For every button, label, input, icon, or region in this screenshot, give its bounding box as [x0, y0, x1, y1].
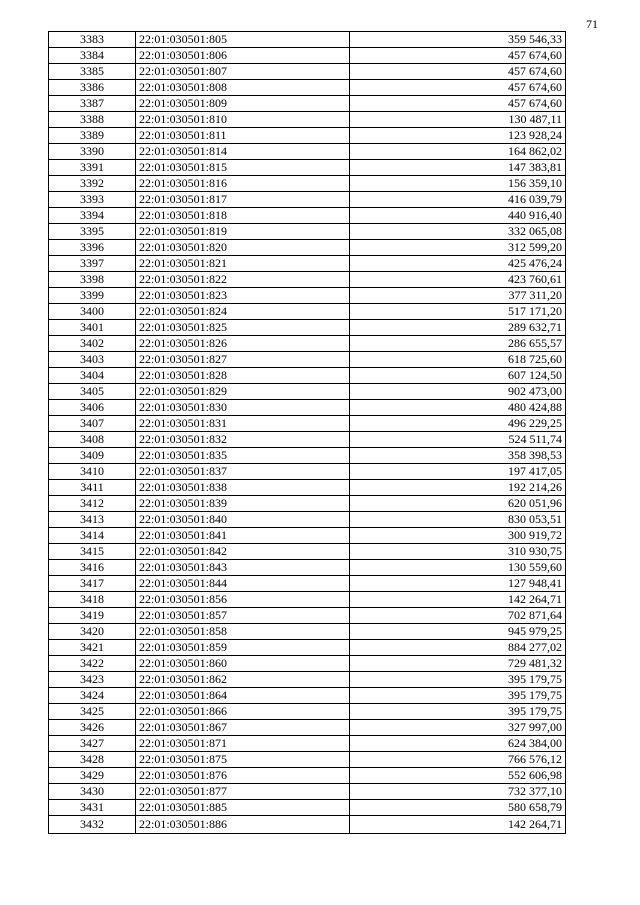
cadastral-number-cell: 22:01:030501:827	[136, 352, 350, 368]
table-row	[49, 400, 566, 416]
cadastral-number-cell: 22:01:030501:805	[136, 32, 350, 48]
row-number-cell: 3403	[49, 352, 136, 368]
cadastral-value-cell: 312 599,20	[350, 240, 566, 256]
cadastral-number-cell: 22:01:030501:835	[136, 448, 350, 464]
row-number-cell: 3388	[49, 112, 136, 128]
row-number-cell: 3393	[49, 192, 136, 208]
cadastral-number-cell: 22:01:030501:866	[136, 704, 350, 720]
cadastral-number-cell: 22:01:030501:864	[136, 688, 350, 704]
row-number-cell: 3420	[49, 624, 136, 640]
cadastral-value-cell: 395 179,75	[350, 688, 566, 704]
row-number-cell: 3410	[49, 464, 136, 480]
table-row	[49, 64, 566, 80]
table-row	[49, 704, 566, 720]
cadastral-value-cell: 416 039,79	[350, 192, 566, 208]
table-row	[49, 416, 566, 432]
cadastral-value-cell: 327 997,00	[350, 720, 566, 736]
table-row	[49, 272, 566, 288]
table-row	[49, 768, 566, 784]
row-number-cell: 3427	[49, 736, 136, 752]
cadastral-value-cell: 732 377,10	[350, 784, 566, 800]
page-number: 71	[586, 17, 598, 31]
row-number-cell: 3405	[49, 384, 136, 400]
cadastral-value-cell: 729 481,32	[350, 656, 566, 672]
cadastral-number-cell: 22:01:030501:877	[136, 784, 350, 800]
cadastral-number-cell: 22:01:030501:824	[136, 304, 350, 320]
table-row	[49, 528, 566, 544]
cadastral-number-cell: 22:01:030501:860	[136, 656, 350, 672]
row-number-cell: 3399	[49, 288, 136, 304]
table-row	[49, 672, 566, 688]
table-row	[49, 96, 566, 112]
cadastral-value-cell: 300 919,72	[350, 528, 566, 544]
row-number-cell: 3406	[49, 400, 136, 416]
cadastral-number-cell: 22:01:030501:837	[136, 464, 350, 480]
cadastral-number-cell: 22:01:030501:858	[136, 624, 350, 640]
cadastral-number-cell: 22:01:030501:832	[136, 432, 350, 448]
row-number-cell: 3430	[49, 784, 136, 800]
table-row	[49, 496, 566, 512]
cadastral-value-cell: 902 473,00	[350, 384, 566, 400]
cadastral-value-cell: 945 979,25	[350, 624, 566, 640]
table-row	[49, 32, 566, 48]
cadastral-value-cell: 440 916,40	[350, 208, 566, 224]
table-row	[49, 80, 566, 96]
cadastral-number-cell: 22:01:030501:885	[136, 800, 350, 816]
table-row	[49, 720, 566, 736]
table-row	[49, 464, 566, 480]
row-number-cell: 3395	[49, 224, 136, 240]
row-number-cell: 3416	[49, 560, 136, 576]
row-number-cell: 3400	[49, 304, 136, 320]
table-row	[49, 256, 566, 272]
cadastral-value-cell: 359 546,33	[350, 32, 566, 48]
cadastral-number-cell: 22:01:030501:808	[136, 80, 350, 96]
row-number-cell: 3389	[49, 128, 136, 144]
cadastral-value-cell: 127 948,41	[350, 576, 566, 592]
row-number-cell: 3401	[49, 320, 136, 336]
cadastral-value-cell: 289 632,71	[350, 320, 566, 336]
table-row	[49, 240, 566, 256]
table-row	[49, 688, 566, 704]
cadastral-number-cell: 22:01:030501:844	[136, 576, 350, 592]
table-row	[49, 208, 566, 224]
row-number-cell: 3398	[49, 272, 136, 288]
row-number-cell: 3426	[49, 720, 136, 736]
row-number-cell: 3429	[49, 768, 136, 784]
table-row	[49, 816, 566, 834]
row-number-cell: 3402	[49, 336, 136, 352]
cadastral-value-cell: 377 311,20	[350, 288, 566, 304]
table-row	[49, 608, 566, 624]
cadastral-number-cell: 22:01:030501:830	[136, 400, 350, 416]
cadastral-number-cell: 22:01:030501:828	[136, 368, 350, 384]
row-number-cell: 3392	[49, 176, 136, 192]
cadastral-value-cell: 130 487,11	[350, 112, 566, 128]
cadastral-number-cell: 22:01:030501:886	[136, 816, 350, 834]
row-number-cell: 3383	[49, 32, 136, 48]
cadastral-number-cell: 22:01:030501:829	[136, 384, 350, 400]
table-row	[49, 48, 566, 64]
row-number-cell: 3431	[49, 800, 136, 816]
cadastral-number-cell: 22:01:030501:859	[136, 640, 350, 656]
row-number-cell: 3423	[49, 672, 136, 688]
table-row	[49, 432, 566, 448]
cadastral-number-cell: 22:01:030501:875	[136, 752, 350, 768]
cadastral-number-cell: 22:01:030501:839	[136, 496, 350, 512]
row-number-cell: 3412	[49, 496, 136, 512]
cadastral-number-cell: 22:01:030501:811	[136, 128, 350, 144]
table-row	[49, 752, 566, 768]
cadastral-value-table	[48, 31, 566, 834]
cadastral-value-cell: 480 424,88	[350, 400, 566, 416]
cadastral-number-cell: 22:01:030501:807	[136, 64, 350, 80]
cadastral-value-cell: 830 053,51	[350, 512, 566, 528]
cadastral-value-cell: 425 476,24	[350, 256, 566, 272]
cadastral-number-cell: 22:01:030501:810	[136, 112, 350, 128]
cadastral-value-cell: 620 051,96	[350, 496, 566, 512]
cadastral-number-cell: 22:01:030501:821	[136, 256, 350, 272]
row-number-cell: 3432	[49, 816, 136, 834]
row-number-cell: 3396	[49, 240, 136, 256]
cadastral-value-cell: 395 179,75	[350, 672, 566, 688]
cadastral-number-cell: 22:01:030501:831	[136, 416, 350, 432]
cadastral-value-cell: 624 384,00	[350, 736, 566, 752]
cadastral-value-cell: 517 171,20	[350, 304, 566, 320]
row-number-cell: 3384	[49, 48, 136, 64]
cadastral-number-cell: 22:01:030501:817	[136, 192, 350, 208]
cadastral-number-cell: 22:01:030501:843	[136, 560, 350, 576]
row-number-cell: 3424	[49, 688, 136, 704]
cadastral-number-cell: 22:01:030501:826	[136, 336, 350, 352]
cadastral-number-cell: 22:01:030501:842	[136, 544, 350, 560]
row-number-cell: 3385	[49, 64, 136, 80]
table-row	[49, 160, 566, 176]
cadastral-value-cell: 607 124,50	[350, 368, 566, 384]
cadastral-value-cell: 142 264,71	[350, 816, 566, 834]
cadastral-value-cell: 395 179,75	[350, 704, 566, 720]
cadastral-number-cell: 22:01:030501:856	[136, 592, 350, 608]
row-number-cell: 3411	[49, 480, 136, 496]
row-number-cell: 3414	[49, 528, 136, 544]
row-number-cell: 3428	[49, 752, 136, 768]
row-number-cell: 3394	[49, 208, 136, 224]
cadastral-value-cell: 457 674,60	[350, 96, 566, 112]
table-row	[49, 560, 566, 576]
cadastral-value-cell: 766 576,12	[350, 752, 566, 768]
table-body	[49, 32, 566, 834]
table-row	[49, 144, 566, 160]
row-number-cell: 3421	[49, 640, 136, 656]
row-number-cell: 3386	[49, 80, 136, 96]
row-number-cell: 3407	[49, 416, 136, 432]
cadastral-number-cell: 22:01:030501:867	[136, 720, 350, 736]
table-row	[49, 176, 566, 192]
table-row	[49, 384, 566, 400]
cadastral-value-cell: 332 065,08	[350, 224, 566, 240]
cadastral-number-cell: 22:01:030501:818	[136, 208, 350, 224]
table-row	[49, 624, 566, 640]
cadastral-value-cell: 457 674,60	[350, 80, 566, 96]
row-number-cell: 3419	[49, 608, 136, 624]
cadastral-value-cell: 164 862,02	[350, 144, 566, 160]
cadastral-value-cell: 524 511,74	[350, 432, 566, 448]
table-row	[49, 288, 566, 304]
cadastral-value-cell: 618 725,60	[350, 352, 566, 368]
cadastral-value-cell: 123 928,24	[350, 128, 566, 144]
table-row	[49, 224, 566, 240]
table-row	[49, 128, 566, 144]
cadastral-value-cell: 457 674,60	[350, 48, 566, 64]
table-row	[49, 592, 566, 608]
cadastral-value-cell: 286 655,57	[350, 336, 566, 352]
table-row	[49, 656, 566, 672]
table-row	[49, 352, 566, 368]
table-row	[49, 544, 566, 560]
table-row	[49, 448, 566, 464]
cadastral-number-cell: 22:01:030501:814	[136, 144, 350, 160]
table-row	[49, 112, 566, 128]
table-row	[49, 784, 566, 800]
cadastral-number-cell: 22:01:030501:871	[136, 736, 350, 752]
table-row	[49, 304, 566, 320]
cadastral-value-cell: 192 214,26	[350, 480, 566, 496]
cadastral-value-cell: 884 277,02	[350, 640, 566, 656]
cadastral-value-cell: 310 930,75	[350, 544, 566, 560]
cadastral-value-cell: 197 417,05	[350, 464, 566, 480]
cadastral-value-cell: 423 760,61	[350, 272, 566, 288]
cadastral-value-cell: 130 559,60	[350, 560, 566, 576]
cadastral-value-cell: 702 871,64	[350, 608, 566, 624]
row-number-cell: 3413	[49, 512, 136, 528]
cadastral-number-cell: 22:01:030501:819	[136, 224, 350, 240]
row-number-cell: 3417	[49, 576, 136, 592]
cadastral-value-cell: 457 674,60	[350, 64, 566, 80]
cadastral-value-cell: 156 359,10	[350, 176, 566, 192]
row-number-cell: 3425	[49, 704, 136, 720]
table-row	[49, 736, 566, 752]
table-row	[49, 480, 566, 496]
row-number-cell: 3408	[49, 432, 136, 448]
row-number-cell: 3415	[49, 544, 136, 560]
cadastral-number-cell: 22:01:030501:840	[136, 512, 350, 528]
table-row	[49, 192, 566, 208]
cadastral-number-cell: 22:01:030501:822	[136, 272, 350, 288]
table-row	[49, 640, 566, 656]
cadastral-number-cell: 22:01:030501:815	[136, 160, 350, 176]
cadastral-number-cell: 22:01:030501:823	[136, 288, 350, 304]
row-number-cell: 3390	[49, 144, 136, 160]
cadastral-number-cell: 22:01:030501:857	[136, 608, 350, 624]
cadastral-value-cell: 142 264,71	[350, 592, 566, 608]
table-row	[49, 368, 566, 384]
row-number-cell: 3397	[49, 256, 136, 272]
table-row	[49, 576, 566, 592]
table-row	[49, 336, 566, 352]
cadastral-value-cell: 147 383,81	[350, 160, 566, 176]
row-number-cell: 3404	[49, 368, 136, 384]
cadastral-number-cell: 22:01:030501:809	[136, 96, 350, 112]
row-number-cell: 3409	[49, 448, 136, 464]
row-number-cell: 3418	[49, 592, 136, 608]
cadastral-value-cell: 580 658,79	[350, 800, 566, 816]
row-number-cell: 3422	[49, 656, 136, 672]
table-row	[49, 320, 566, 336]
cadastral-number-cell: 22:01:030501:838	[136, 480, 350, 496]
cadastral-number-cell: 22:01:030501:816	[136, 176, 350, 192]
row-number-cell: 3387	[49, 96, 136, 112]
table-row	[49, 800, 566, 816]
row-number-cell: 3391	[49, 160, 136, 176]
cadastral-number-cell: 22:01:030501:841	[136, 528, 350, 544]
cadastral-value-cell: 358 398,53	[350, 448, 566, 464]
cadastral-number-cell: 22:01:030501:825	[136, 320, 350, 336]
cadastral-number-cell: 22:01:030501:820	[136, 240, 350, 256]
cadastral-value-cell: 552 606,98	[350, 768, 566, 784]
cadastral-number-cell: 22:01:030501:862	[136, 672, 350, 688]
cadastral-value-cell: 496 229,25	[350, 416, 566, 432]
cadastral-number-cell: 22:01:030501:806	[136, 48, 350, 64]
cadastral-number-cell: 22:01:030501:876	[136, 768, 350, 784]
table-row	[49, 512, 566, 528]
